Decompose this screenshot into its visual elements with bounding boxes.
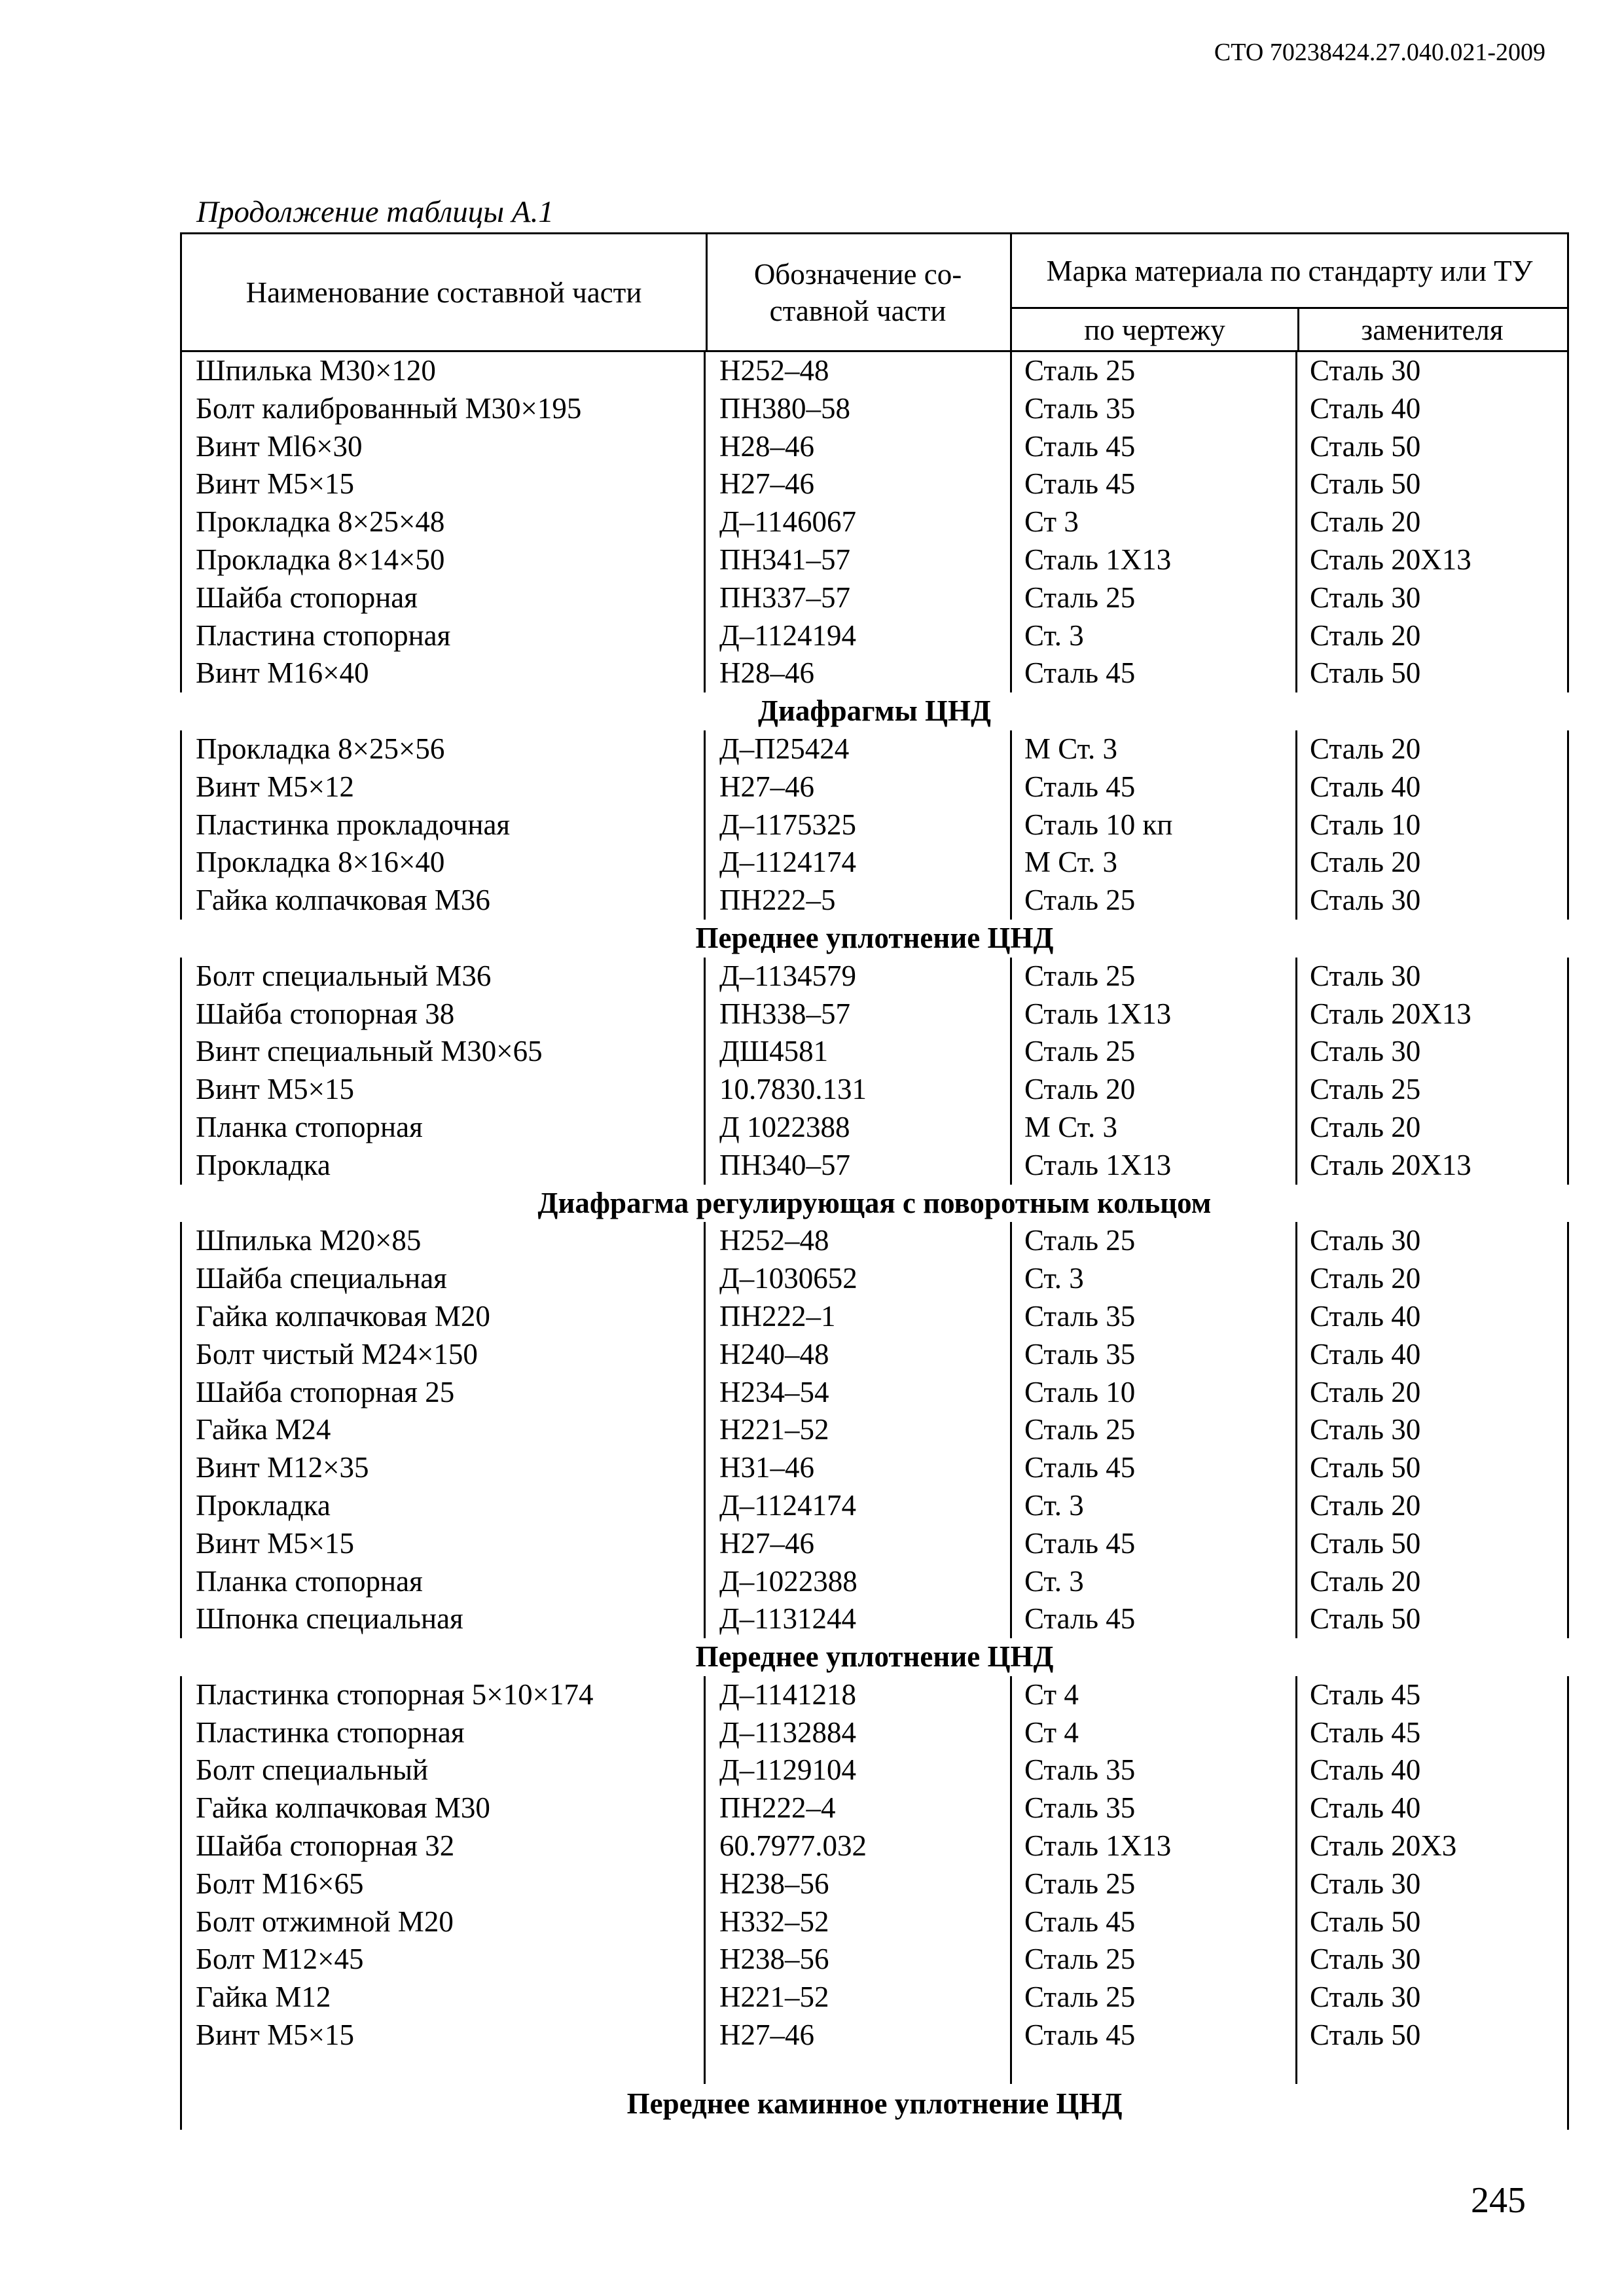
cell-part-name: Гайка М24 — [180, 1411, 704, 1449]
cell-material-substitute: Сталь 40 — [1295, 768, 1569, 806]
cell-part-name: Винт специальный М30×65 — [180, 1033, 704, 1071]
cell-material-substitute: Сталь 30 — [1295, 1941, 1569, 1979]
cell-part-name: Шайба стопорная 32 — [180, 1827, 704, 1865]
cell-material-drawing: Сталь 45 — [1010, 1903, 1295, 1941]
cell-material-drawing: Ст. 3 — [1010, 1563, 1295, 1601]
header-part-name: Наименование составной части — [182, 234, 708, 350]
cell-material-substitute: Сталь 50 — [1295, 428, 1569, 466]
table-spacer — [180, 2054, 1569, 2084]
cell-part-name: Винт М5×15 — [180, 1525, 704, 1563]
cell-material-drawing: Ст. 3 — [1010, 617, 1295, 655]
cell-part-name: Винт М5×15 — [180, 465, 704, 503]
table-row — [180, 428, 1569, 466]
cell-material-drawing: М Ст. 3 — [1010, 1109, 1295, 1147]
cell-part-code: Н238–56 — [704, 1865, 1010, 1903]
table-row — [180, 882, 1569, 920]
cell-part-code: Д–1022388 — [704, 1563, 1010, 1601]
table-row — [180, 541, 1569, 579]
cell-material-substitute: Сталь 45 — [1295, 1676, 1569, 1714]
cell-part-name: Гайка колпачковая М20 — [180, 1298, 704, 1336]
spacer-cell — [180, 2054, 704, 2084]
table-row — [180, 1941, 1569, 1979]
cell-part-code: ПН337–57 — [704, 579, 1010, 617]
table-row — [180, 1109, 1569, 1147]
table-row — [180, 1222, 1569, 1260]
header-part-code: Обозначение со-ставной части — [706, 234, 1012, 350]
cell-part-code: Н238–56 — [704, 1941, 1010, 1979]
cell-material-substitute: Сталь 30 — [1295, 579, 1569, 617]
table-row — [180, 503, 1569, 541]
cell-material-substitute: Сталь 50 — [1295, 1449, 1569, 1487]
cell-material-substitute: Сталь 40 — [1295, 1751, 1569, 1789]
cell-material-drawing: Сталь 45 — [1010, 1600, 1295, 1638]
cell-part-name: Болт М12×45 — [180, 1941, 704, 1979]
table-row — [180, 768, 1569, 806]
cell-material-drawing: Сталь 25 — [1010, 579, 1295, 617]
cell-part-code: Д–1132884 — [704, 1714, 1010, 1752]
cell-material-substitute: Сталь 20Х13 — [1295, 1147, 1569, 1185]
header-material-grade: Марка материала по стандарту или ТУ — [1012, 234, 1567, 309]
cell-part-name: Болт отжимной М20 — [180, 1903, 704, 1941]
cell-material-drawing: Сталь 1Х13 — [1010, 1147, 1295, 1185]
table-row — [180, 465, 1569, 503]
table-row — [180, 2017, 1569, 2054]
table-row — [180, 1336, 1569, 1374]
table-row — [180, 1789, 1569, 1827]
cell-material-substitute: Сталь 20 — [1295, 730, 1569, 768]
cell-part-code: ПН222–1 — [704, 1298, 1010, 1336]
cell-material-drawing: Сталь 25 — [1010, 958, 1295, 996]
cell-part-name: Винт М5×15 — [180, 2017, 704, 2054]
cell-part-code: Д–1146067 — [704, 503, 1010, 541]
table-row — [180, 1563, 1569, 1601]
table-row — [180, 996, 1569, 1033]
cell-part-code: 60.7977.032 — [704, 1827, 1010, 1865]
cell-part-name: Винт М5×15 — [180, 1071, 704, 1109]
section-title: Диафрагма регулирующая с поворотным кольцом — [537, 1186, 1212, 1219]
cell-part-name: Винт Мl6×30 — [180, 428, 704, 466]
cell-part-code: ПН380–58 — [704, 390, 1010, 428]
cell-material-drawing: Сталь 25 — [1010, 1033, 1295, 1071]
cell-material-substitute: Сталь 50 — [1295, 465, 1569, 503]
cell-material-drawing: Ст. 3 — [1010, 1487, 1295, 1525]
cell-material-substitute: Сталь 30 — [1295, 1033, 1569, 1071]
section-title: Переднее уплотнение ЦНД — [695, 921, 1054, 954]
cell-material-substitute: Сталь 20 — [1295, 617, 1569, 655]
cell-material-substitute: Сталь 50 — [1295, 2017, 1569, 2054]
cell-part-name: Планка стопорная — [180, 1563, 704, 1601]
cell-material-drawing: Сталь 45 — [1010, 768, 1295, 806]
cell-material-drawing: Сталь 25 — [1010, 1222, 1295, 1260]
table-row — [180, 806, 1569, 844]
cell-part-code: Н252–48 — [704, 352, 1010, 390]
cell-material-substitute: Сталь 30 — [1295, 958, 1569, 996]
cell-part-name: Винт М5×12 — [180, 768, 704, 806]
table-row — [180, 655, 1569, 692]
cell-material-drawing: Сталь 45 — [1010, 2017, 1295, 2054]
cell-part-name: Шпилька М20×85 — [180, 1222, 704, 1260]
table-row — [180, 1487, 1569, 1525]
cell-part-code: Д–1124174 — [704, 844, 1010, 882]
cell-part-code: Д–1141218 — [704, 1676, 1010, 1714]
page-number: 245 — [1471, 2180, 1526, 2221]
table-row — [180, 1979, 1569, 2017]
cell-part-name: Гайка колпачковая М30 — [180, 1789, 704, 1827]
spacer-cell — [1010, 2054, 1295, 2084]
cell-material-substitute: Сталь 20 — [1295, 1563, 1569, 1601]
cell-material-drawing: Сталь 25 — [1010, 1941, 1295, 1979]
cell-material-drawing: Сталь 35 — [1010, 390, 1295, 428]
cell-material-drawing: Ст 3 — [1010, 503, 1295, 541]
cell-part-code: Н27–46 — [704, 768, 1010, 806]
cell-part-code: Н221–52 — [704, 1979, 1010, 2017]
cell-material-drawing: Сталь 25 — [1010, 1411, 1295, 1449]
cell-part-code: Д–1175325 — [704, 806, 1010, 844]
table-row — [180, 1411, 1569, 1449]
cell-material-drawing: Ст 4 — [1010, 1676, 1295, 1714]
cell-material-drawing: М Ст. 3 — [1010, 844, 1295, 882]
cell-part-name: Прокладка 8×25×48 — [180, 503, 704, 541]
cell-part-name: Пластинка стопорная 5×10×174 — [180, 1676, 704, 1714]
table-header — [180, 232, 1569, 352]
table-row — [180, 352, 1569, 390]
cell-part-code: Н240–48 — [704, 1336, 1010, 1374]
cell-material-substitute: Сталь 30 — [1295, 1411, 1569, 1449]
cell-part-code: Н31–46 — [704, 1449, 1010, 1487]
table-row — [180, 1865, 1569, 1903]
cell-material-substitute: Сталь 45 — [1295, 1714, 1569, 1752]
cell-part-name: Шпилька М30×120 — [180, 352, 704, 390]
table-row — [180, 1374, 1569, 1412]
cell-material-substitute: Сталь 40 — [1295, 1298, 1569, 1336]
header-substitute: заменителя — [1361, 313, 1504, 346]
cell-part-name: Шайба специальная — [180, 1260, 704, 1298]
table-row — [180, 1525, 1569, 1563]
table-row — [180, 1827, 1569, 1865]
cell-material-drawing: Сталь 35 — [1010, 1789, 1295, 1827]
spacer-cell — [704, 2054, 1010, 2084]
cell-part-code: Н27–46 — [704, 465, 1010, 503]
cell-material-substitute: Сталь 30 — [1295, 1865, 1569, 1903]
cell-material-substitute: Сталь 20Х13 — [1295, 541, 1569, 579]
cell-part-name: Прокладка — [180, 1487, 704, 1525]
table-row — [180, 1147, 1569, 1185]
cell-material-drawing: Сталь 45 — [1010, 465, 1295, 503]
cell-material-drawing: Ст. 3 — [1010, 1260, 1295, 1298]
table-row — [180, 390, 1569, 428]
cell-material-drawing: Сталь 10 — [1010, 1374, 1295, 1412]
cell-material-substitute: Сталь 20 — [1295, 844, 1569, 882]
table-row — [180, 730, 1569, 768]
cell-material-drawing: Сталь 45 — [1010, 655, 1295, 692]
cell-material-substitute: Сталь 20 — [1295, 1260, 1569, 1298]
cell-part-name: Пластина стопорная — [180, 617, 704, 655]
table-row — [180, 958, 1569, 996]
cell-material-drawing: Сталь 25 — [1010, 352, 1295, 390]
cell-material-substitute: Сталь 40 — [1295, 390, 1569, 428]
cell-part-code: Д–1129104 — [704, 1751, 1010, 1789]
cell-material-drawing: Сталь 25 — [1010, 1865, 1295, 1903]
cell-material-drawing: Сталь 20 — [1010, 1071, 1295, 1109]
cell-part-name: Прокладка 8×16×40 — [180, 844, 704, 882]
cell-part-name: Шайба стопорная — [180, 579, 704, 617]
cell-material-drawing: Сталь 35 — [1010, 1336, 1295, 1374]
cell-material-substitute: Сталь 40 — [1295, 1336, 1569, 1374]
cell-material-substitute: Сталь 30 — [1295, 352, 1569, 390]
table-row — [180, 617, 1569, 655]
cell-part-code: ПН222–4 — [704, 1789, 1010, 1827]
cell-part-name: Прокладка — [180, 1147, 704, 1185]
cell-material-substitute: Сталь 50 — [1295, 1600, 1569, 1638]
cell-part-name: Болт специальный М36 — [180, 958, 704, 996]
cell-part-name: Шайба стопорная 25 — [180, 1374, 704, 1412]
table-body — [180, 352, 1569, 2130]
cell-material-substitute: Сталь 20Х3 — [1295, 1827, 1569, 1865]
cell-material-drawing: Сталь 1Х13 — [1010, 1827, 1295, 1865]
cell-material-drawing: Сталь 45 — [1010, 1525, 1295, 1563]
cell-part-code: Н27–46 — [704, 2017, 1010, 2054]
cell-material-drawing: М Ст. 3 — [1010, 730, 1295, 768]
spacer-cell — [1295, 2054, 1569, 2084]
cell-part-code: Н332–52 — [704, 1903, 1010, 1941]
cell-material-drawing: Ст 4 — [1010, 1714, 1295, 1752]
cell-part-name: Гайка М12 — [180, 1979, 704, 2017]
cell-part-code: ПН222–5 — [704, 882, 1010, 920]
cell-part-code: Н234–54 — [704, 1374, 1010, 1412]
parts-table — [180, 232, 1569, 2130]
cell-material-drawing: Сталь 35 — [1010, 1298, 1295, 1336]
cell-part-code: Н252–48 — [704, 1222, 1010, 1260]
cell-material-drawing: Сталь 1Х13 — [1010, 996, 1295, 1033]
cell-material-substitute: Сталь 40 — [1295, 1789, 1569, 1827]
table-row — [180, 1903, 1569, 1941]
cell-material-substitute: Сталь 20 — [1295, 1487, 1569, 1525]
table-row — [180, 1676, 1569, 1714]
cell-part-code: ПН341–57 — [704, 541, 1010, 579]
cell-material-substitute: Сталь 30 — [1295, 1979, 1569, 2017]
cell-part-name: Шпонка специальная — [180, 1600, 704, 1638]
cell-part-name: Винт М16×40 — [180, 655, 704, 692]
table-row — [180, 1449, 1569, 1487]
final-section-title: Переднее каминное уплотнение ЦНД — [180, 2084, 1569, 2130]
cell-material-drawing: Сталь 45 — [1010, 1449, 1295, 1487]
cell-material-substitute: Сталь 20 — [1295, 503, 1569, 541]
section-title: Переднее уплотнение ЦНД — [695, 1640, 1054, 1674]
cell-part-code: 10.7830.131 — [704, 1071, 1010, 1109]
table-row — [180, 1260, 1569, 1298]
cell-part-name: Болт специальный — [180, 1751, 704, 1789]
table-continuation-label: Продолжение таблицы А.1 — [196, 195, 554, 229]
table-row — [180, 1033, 1569, 1071]
cell-material-drawing: Сталь 25 — [1010, 882, 1295, 920]
table-row — [180, 579, 1569, 617]
header-by-drawing: по чертежу — [1012, 309, 1299, 350]
table-row — [180, 1751, 1569, 1789]
cell-part-code: Д 1022388 — [704, 1109, 1010, 1147]
table-row — [180, 1714, 1569, 1752]
cell-material-substitute: Сталь 20 — [1295, 1374, 1569, 1412]
table-row — [180, 1071, 1569, 1109]
cell-material-substitute: Сталь 20Х13 — [1295, 996, 1569, 1033]
cell-part-name: Планка стопорная — [180, 1109, 704, 1147]
cell-part-code: Н28–46 — [704, 428, 1010, 466]
cell-part-code: Н28–46 — [704, 655, 1010, 692]
cell-material-drawing: Сталь 25 — [1010, 1979, 1295, 2017]
table-row — [180, 844, 1569, 882]
document-code: СТО 70238424.27.040.021-2009 — [1214, 39, 1545, 66]
cell-part-name: Гайка колпачковая М36 — [180, 882, 704, 920]
table-row — [180, 1298, 1569, 1336]
cell-part-code: Н221–52 — [704, 1411, 1010, 1449]
cell-part-name: Шайба стопорная 38 — [180, 996, 704, 1033]
cell-material-substitute: Сталь 30 — [1295, 882, 1569, 920]
cell-material-substitute: Сталь 10 — [1295, 806, 1569, 844]
cell-part-code: Д–1124194 — [704, 617, 1010, 655]
cell-material-substitute: Сталь 50 — [1295, 1525, 1569, 1563]
section-title: Диафрагмы ЦНД — [758, 694, 991, 728]
cell-part-name: Болт калиброванный М30×195 — [180, 390, 704, 428]
cell-part-code: Д–1124174 — [704, 1487, 1010, 1525]
cell-material-substitute: Сталь 30 — [1295, 1222, 1569, 1260]
cell-material-drawing: Сталь 1Х13 — [1010, 541, 1295, 579]
cell-part-name: Пластинка прокладочная — [180, 806, 704, 844]
cell-part-code: Н27–46 — [704, 1525, 1010, 1563]
cell-material-drawing: Сталь 45 — [1010, 428, 1295, 466]
cell-part-name: Прокладка 8×25×56 — [180, 730, 704, 768]
cell-material-substitute: Сталь 25 — [1295, 1071, 1569, 1109]
cell-part-name: Винт М12×35 — [180, 1449, 704, 1487]
cell-part-code: ПН340–57 — [704, 1147, 1010, 1185]
cell-part-code: Д–П25424 — [704, 730, 1010, 768]
cell-part-name: Пластинка стопорная — [180, 1714, 704, 1752]
cell-part-name: Прокладка 8×14×50 — [180, 541, 704, 579]
cell-part-code: Д–1030652 — [704, 1260, 1010, 1298]
cell-part-name: Болт М16×65 — [180, 1865, 704, 1903]
cell-material-substitute: Сталь 50 — [1295, 1903, 1569, 1941]
cell-material-drawing: Сталь 10 кп — [1010, 806, 1295, 844]
cell-part-code: Д–1131244 — [704, 1600, 1010, 1638]
cell-material-substitute: Сталь 50 — [1295, 655, 1569, 692]
table-row — [180, 1600, 1569, 1638]
cell-material-drawing: Сталь 35 — [1010, 1751, 1295, 1789]
cell-part-code: Д–1134579 — [704, 958, 1010, 996]
cell-part-code: ПН338–57 — [704, 996, 1010, 1033]
cell-part-name: Болт чистый М24×150 — [180, 1336, 704, 1374]
cell-part-code: ДШ4581 — [704, 1033, 1010, 1071]
cell-material-substitute: Сталь 20 — [1295, 1109, 1569, 1147]
